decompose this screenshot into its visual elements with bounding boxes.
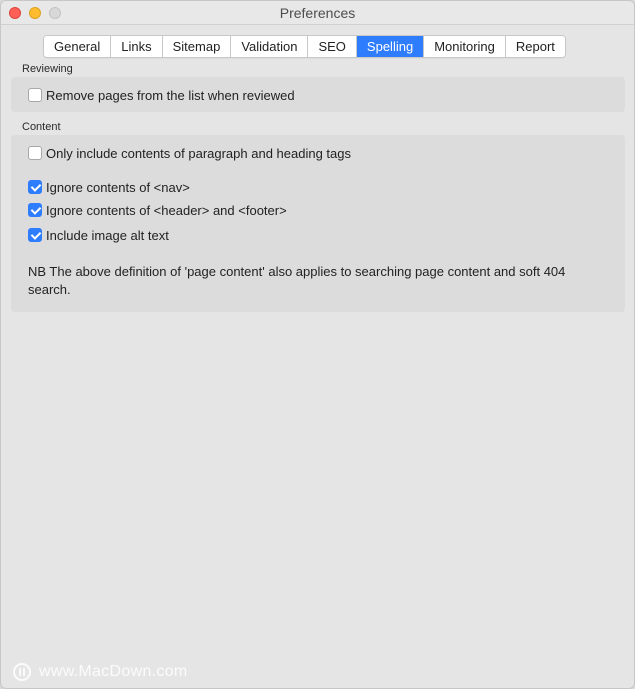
ignore-header-footer-label: Ignore contents of <header> and <footer> xyxy=(46,202,287,218)
tab-links[interactable]: Links xyxy=(111,36,162,57)
include-alt-text-checkbox[interactable] xyxy=(28,228,42,242)
reviewing-group xyxy=(11,77,625,112)
tab-sitemap[interactable]: Sitemap xyxy=(163,36,232,57)
remove-reviewed-label: Remove pages from the list when reviewed xyxy=(46,87,295,103)
paragraph-heading-checkbox[interactable] xyxy=(28,146,42,160)
preferences-tabs xyxy=(43,35,566,58)
ignore-nav-checkbox[interactable] xyxy=(28,180,42,194)
remove-reviewed-option[interactable] xyxy=(28,87,295,103)
tab-validation[interactable]: Validation xyxy=(231,36,308,57)
paragraph-heading-label: Only include contents of paragraph and heading tags xyxy=(46,145,351,161)
content-section-label: Content xyxy=(22,121,61,133)
tab-report[interactable]: Report xyxy=(506,36,565,57)
macdown-icon xyxy=(13,663,31,681)
tab-spelling[interactable]: Spelling xyxy=(357,36,424,57)
reviewing-section-label: Reviewing xyxy=(22,63,73,75)
remove-reviewed-checkbox[interactable] xyxy=(28,88,42,102)
include-alt-text-option[interactable] xyxy=(28,227,169,243)
content-group xyxy=(11,135,625,312)
watermark xyxy=(13,663,188,681)
window-title: Preferences xyxy=(279,5,356,21)
tab-monitoring[interactable]: Monitoring xyxy=(424,36,506,57)
watermark-text: www.MacDown.com xyxy=(39,663,188,680)
ignore-nav-option[interactable] xyxy=(28,179,190,195)
ignore-header-footer-checkbox[interactable] xyxy=(28,203,42,217)
content-note: NB The above definition of 'page content' also applies to searching page content and soft 404 search. xyxy=(28,264,566,297)
ignore-nav-label: Ignore contents of <nav> xyxy=(46,179,190,195)
paragraph-heading-option[interactable] xyxy=(28,145,351,161)
ignore-header-footer-option[interactable] xyxy=(28,202,287,218)
include-alt-text-label: Include image alt text xyxy=(46,227,169,243)
tab-seo[interactable]: SEO xyxy=(308,36,356,57)
title-bar xyxy=(1,1,634,25)
tab-general[interactable]: General xyxy=(44,36,111,57)
